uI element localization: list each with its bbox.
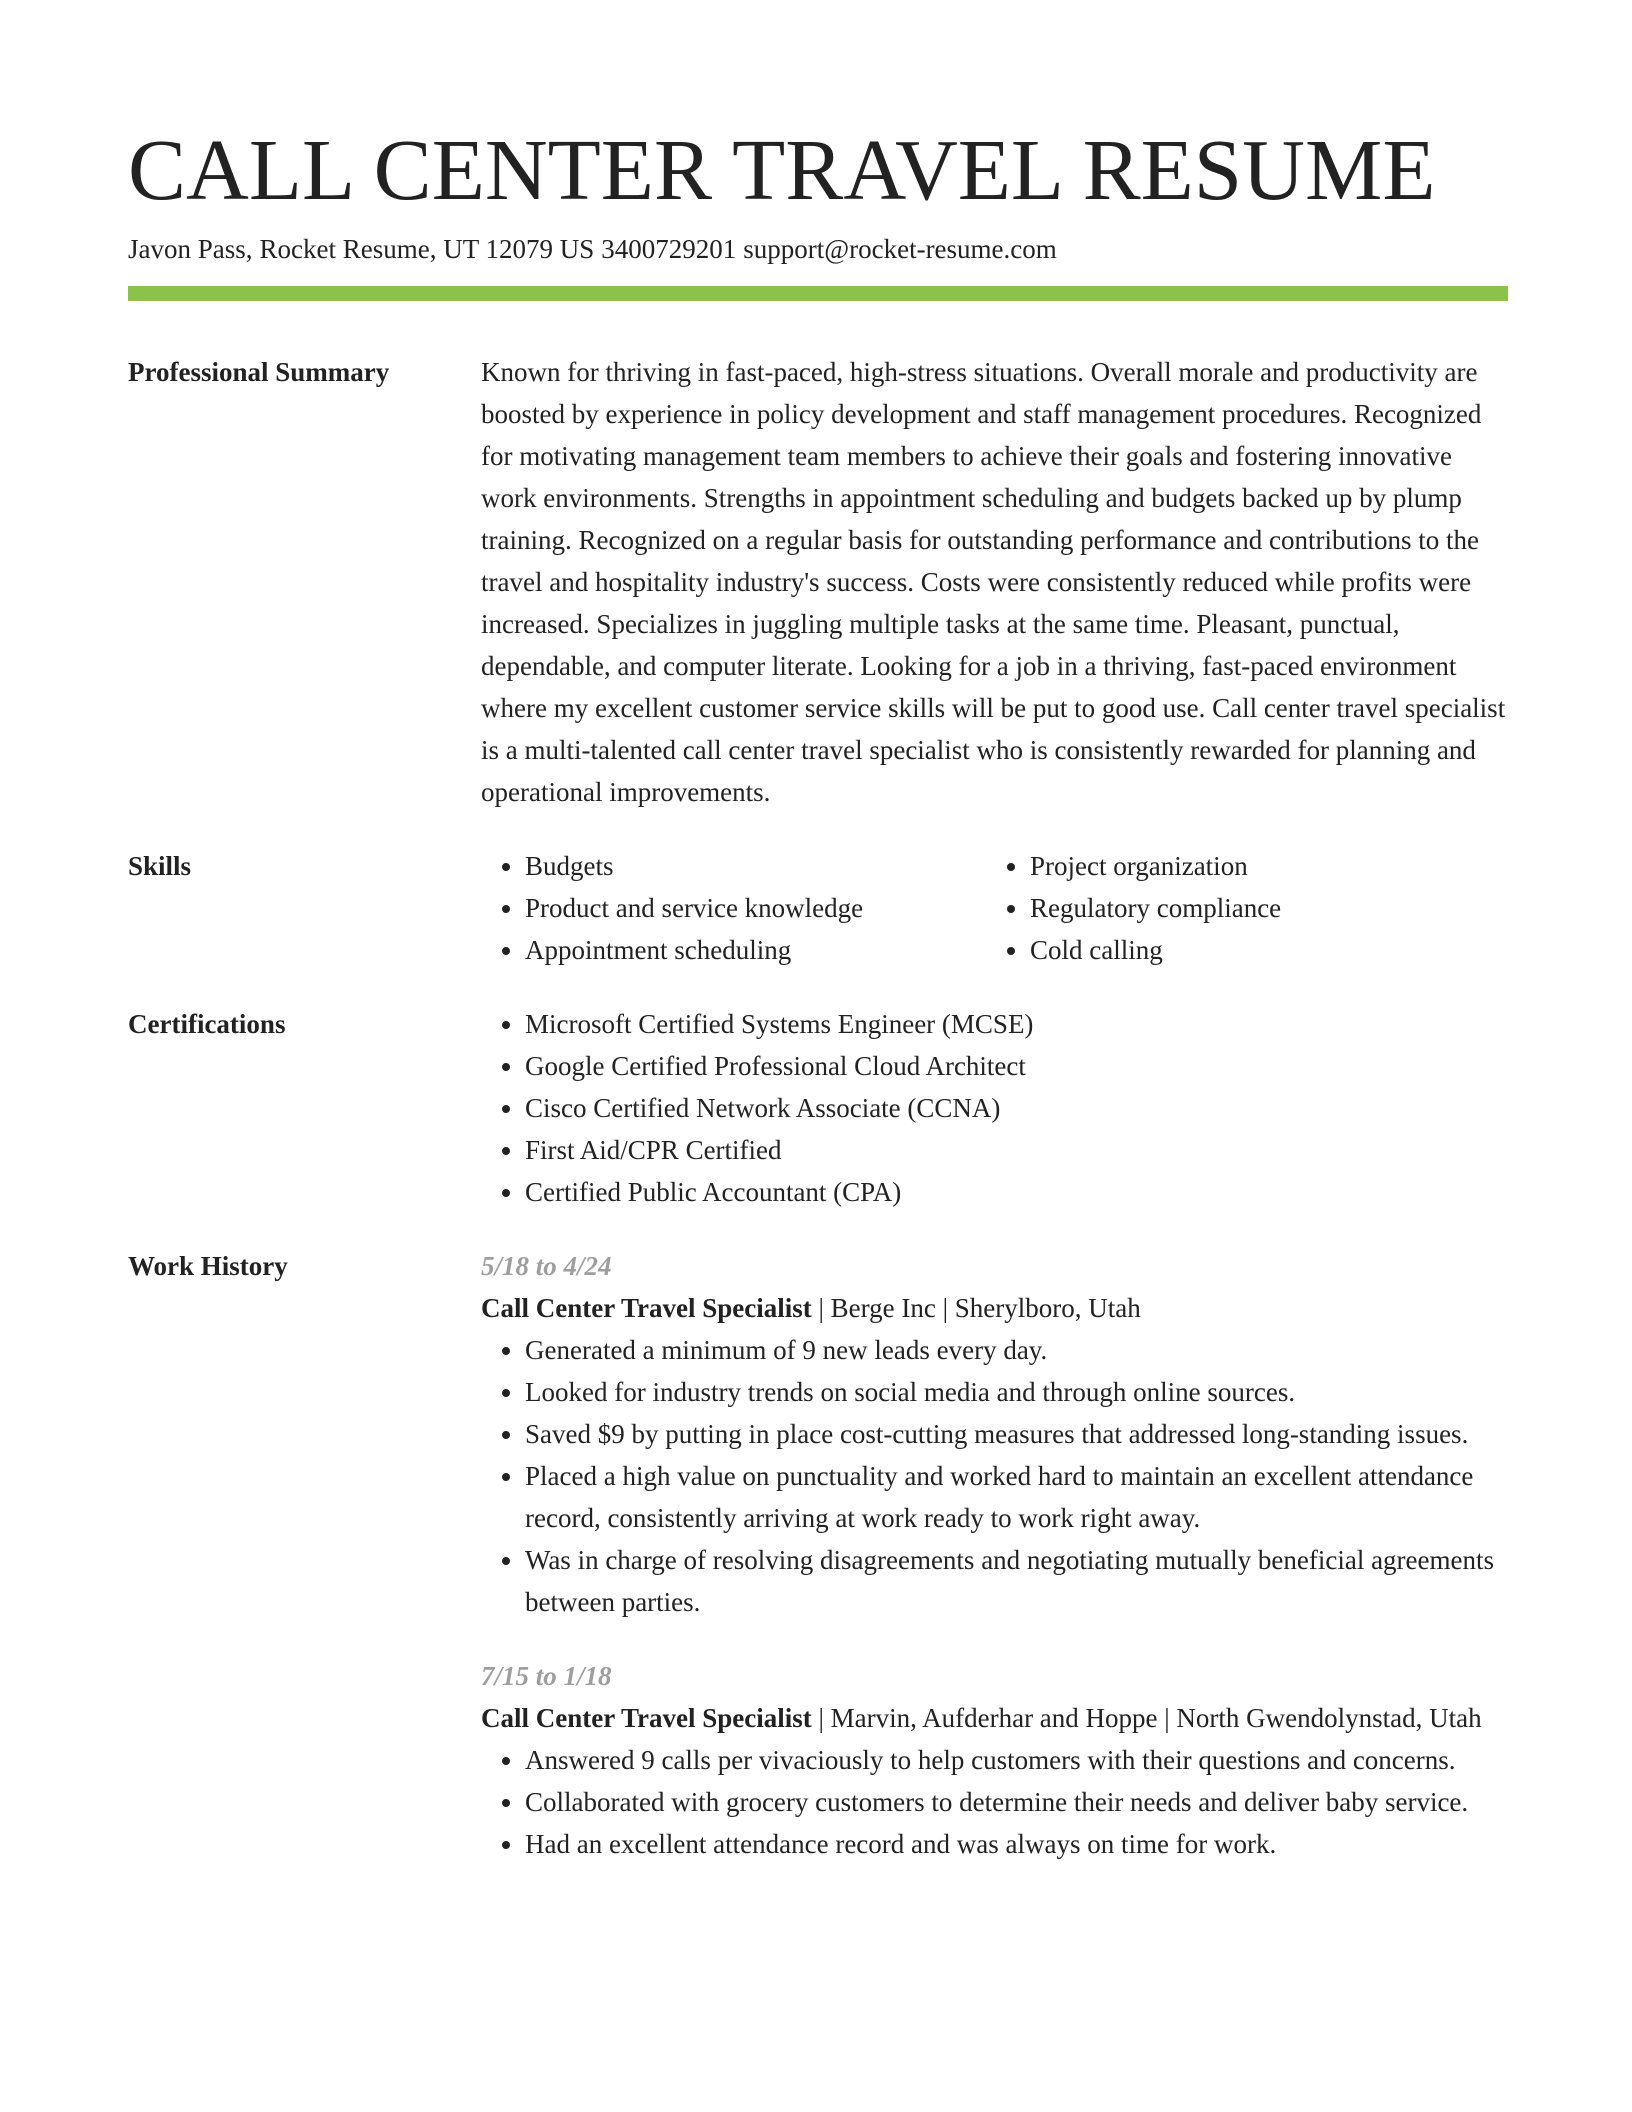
skill-item: • Project organization — [1030, 845, 1491, 887]
job-dates: 5/18 to 4/24 — [481, 1251, 612, 1281]
job-title: Call Center Travel Specialist — [481, 1703, 812, 1733]
certification-item: • Google Certified Professional Cloud Architect — [525, 1045, 1508, 1087]
contact-email: support@rocket-resume.com — [743, 234, 1057, 264]
skill-item: • Appointment scheduling — [525, 929, 986, 971]
section-label-skills: Skills — [128, 851, 192, 881]
skills-list-right — [986, 845, 1491, 971]
section-label-certifications: Certifications — [128, 1009, 286, 1039]
job-title: Call Center Travel Specialist — [481, 1293, 812, 1323]
job-heading — [481, 1287, 1508, 1329]
accent-divider — [128, 286, 1508, 301]
certification-item: • Certified Public Accountant (CPA) — [525, 1171, 1508, 1213]
contact-person: Javon Pass, — [128, 234, 253, 264]
job-entry — [481, 1655, 1508, 1865]
section-label-work-history: Work History — [128, 1251, 288, 1281]
job-bullet: • Placed a high value on punctuality and worked hard to maintain an excellent attendance record, consistently arriving at work ready to work right away. — [525, 1455, 1508, 1539]
job-bullet: • Had an excellent attendance record and was always on time for work. — [525, 1823, 1508, 1865]
job-bullets — [481, 1329, 1508, 1623]
contact-line — [128, 232, 1508, 266]
skill-item: • Budgets — [525, 845, 986, 887]
contact-phone: 3400729201 — [601, 234, 737, 264]
job-bullet: • Looked for industry trends on social media and through online sources. — [525, 1371, 1508, 1413]
job-details: | Marvin, Aufderhar and Hoppe | North Gwendolynstad, Utah — [811, 1703, 1482, 1733]
certification-item: • First Aid/CPR Certified — [525, 1129, 1508, 1171]
certifications-body — [481, 1003, 1508, 1213]
job-entry — [481, 1245, 1508, 1623]
skills-body — [481, 845, 1508, 971]
summary-body — [481, 351, 1508, 813]
work-history-body — [481, 1245, 1508, 1865]
job-bullet: • Generated a minimum of 9 new leads every day. — [525, 1329, 1508, 1371]
job-details: | Berge Inc | Sherylboro, Utah — [811, 1293, 1141, 1323]
skills-section — [128, 845, 1508, 971]
certification-item: • Microsoft Certified Systems Engineer (MCSE) — [525, 1003, 1508, 1045]
job-bullet: • Answered 9 calls per vivaciously to help customers with their questions and concerns. — [525, 1739, 1508, 1781]
certification-item: • Cisco Certified Network Associate (CCNA) — [525, 1087, 1508, 1129]
resume-page — [128, 120, 1508, 1865]
section-label-summary: Professional Summary — [128, 357, 390, 387]
skills-list-left — [481, 845, 986, 971]
resume-title: CALL CENTER TRAVEL RESUME — [128, 121, 1436, 218]
job-bullet: • Collaborated with grocery customers to determine their needs and deliver baby service. — [525, 1781, 1508, 1823]
job-dates: 7/15 to 1/18 — [481, 1661, 612, 1691]
work-history-section — [128, 1245, 1508, 1865]
job-bullet: • Was in charge of resolving disagreements and negotiating mutually beneficial agreements between parties. — [525, 1539, 1508, 1623]
contact-location: Rocket Resume, UT 12079 US — [259, 234, 595, 264]
skill-item: • Cold calling — [1030, 929, 1491, 971]
skill-item: • Product and service knowledge — [525, 887, 986, 929]
job-bullet: • Saved $9 by putting in place cost-cutting measures that addressed long-standing issues. — [525, 1413, 1508, 1455]
certifications-section — [128, 1003, 1508, 1213]
skill-item: • Regulatory compliance — [1030, 887, 1491, 929]
job-heading — [481, 1697, 1508, 1739]
summary-section — [128, 351, 1508, 813]
job-bullets — [481, 1739, 1508, 1865]
summary-text: Known for thriving in fast-paced, high-stress situations. Overall morale and productivity are boosted by experience in policy development and staff management procedures. Recognized for motivating management team members to achieve their goals and fostering innovative work environments. Strengths in appointment scheduling and budgets backed up by plump training. Recognized on a regular basis for outstanding performance and contributions to the travel and hospitality industry's success. Costs were consistently reduced while profits were increased. Specializes in juggling multiple tasks at the same time. Pleasant, punctual, dependable, and computer literate. Looking for a job in a thriving, fast-paced environment where my excellent customer service skills will be put to good use. Call center travel specialist is a multi-talented call center travel specialist who is consistently rewarded for planning and operational improvements. — [481, 357, 1506, 807]
certifications-list — [481, 1003, 1508, 1213]
